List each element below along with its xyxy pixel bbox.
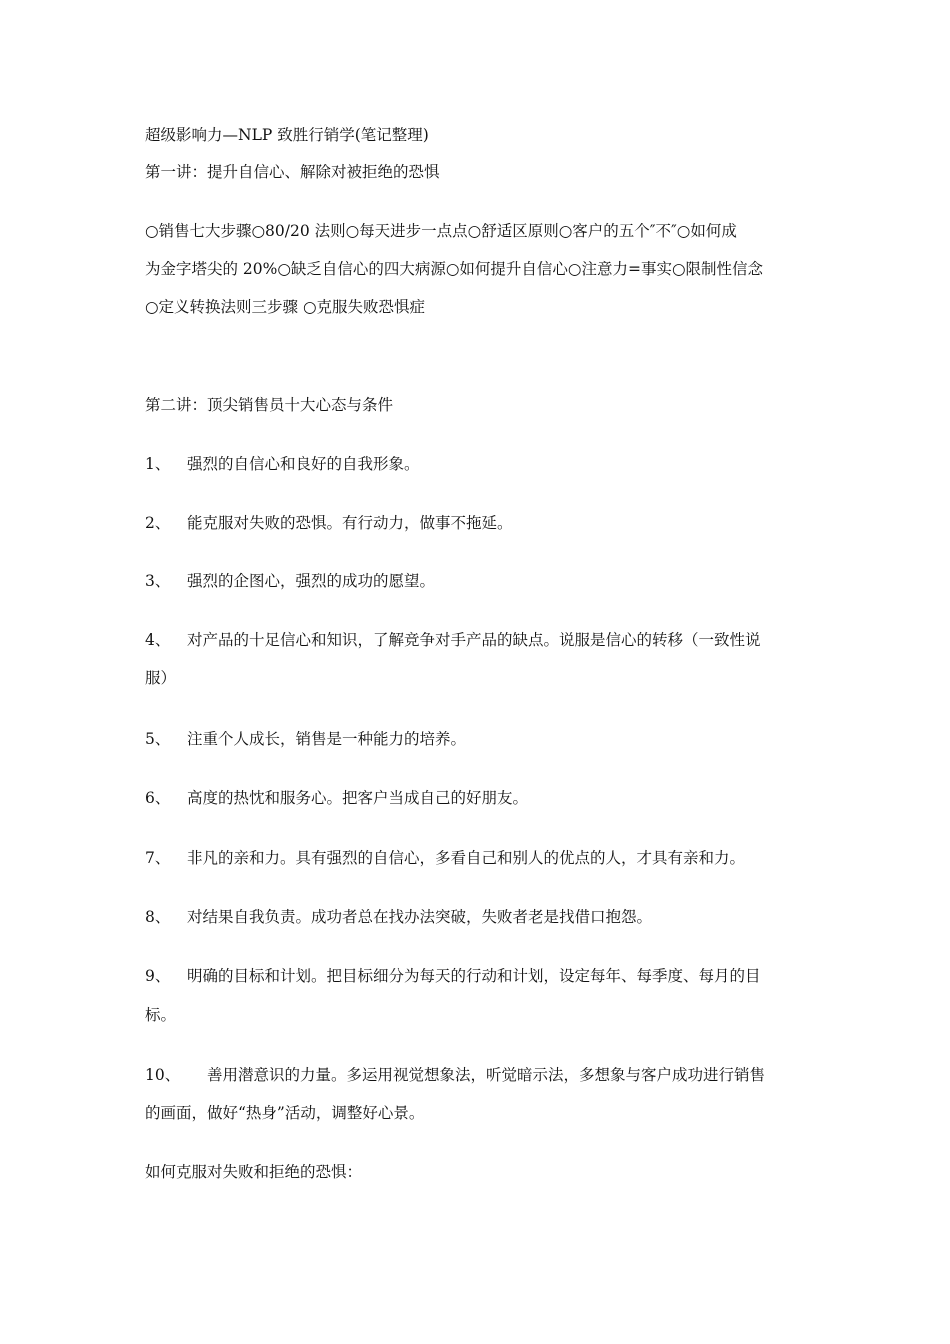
list-item-text: 高度的热忱和服务心。把客户当成自己的好朋友。 <box>187 789 529 807</box>
lecture-1-topics-line-2: 为金字塔尖的 20%○缺乏自信心的四大病源○如何提升自信心○注意力=事实○限制性信念 <box>145 260 763 278</box>
list-item <box>145 788 810 808</box>
list-item <box>145 513 810 533</box>
list-item-number: 3、 <box>145 572 171 590</box>
lecture-1-topics-line-3: ○定义转换法则三步骤 ○克服失败恐惧症 <box>145 298 425 316</box>
list-item-number: 4、 <box>145 631 171 649</box>
list-item-text: 善用潜意识的力量。多运用视觉想象法，听觉暗示法，多想象与客户成功进行销售 <box>207 1066 766 1084</box>
list-item <box>145 848 810 868</box>
lecture-1-heading: 第一讲：提升自信心、解除对被拒绝的恐惧 <box>145 163 440 181</box>
lecture-2-heading: 第二讲：顶尖销售员十大心态与条件 <box>145 396 394 414</box>
list-item-text: 强烈的企图心，强烈的成功的愿望。 <box>187 572 436 590</box>
list-item-number: 2、 <box>145 514 171 532</box>
list-item-text: 对结果自我负责。成功者总在找办法突破，失败者老是找借口抱怨。 <box>187 908 653 926</box>
document-title: 超级影响力—NLP 致胜行销学(笔记整理) <box>145 126 429 144</box>
list-item <box>145 571 810 591</box>
list-item <box>145 454 810 474</box>
list-item-number: 1、 <box>145 455 171 473</box>
list-item <box>145 729 810 749</box>
closing-heading: 如何克服对失败和拒绝的恐惧： <box>145 1163 363 1181</box>
list-item-continuation: 的画面，做好“热身”活动，调整好心景。 <box>145 1104 425 1122</box>
list-item <box>145 966 810 986</box>
list-item-number: 10、 <box>145 1066 181 1084</box>
list-item-number: 8、 <box>145 908 171 926</box>
list-item-number: 7、 <box>145 849 171 867</box>
list-item-number: 6、 <box>145 789 171 807</box>
list-item-text: 能克服对失败的恐惧。有行动力，做事不拖延。 <box>187 514 513 532</box>
list-item-text: 明确的目标和计划。把目标细分为每天的行动和计划，设定每年、每季度、每月的目 <box>187 967 761 985</box>
list-item-text: 强烈的自信心和良好的自我形象。 <box>187 455 420 473</box>
list-item-text: 注重个人成长，销售是一种能力的培养。 <box>187 730 467 748</box>
list-item-number: 9、 <box>145 967 171 985</box>
list-item-number: 5、 <box>145 730 171 748</box>
lecture-1-topics-line-1: ○销售七大步骤○80/20 法则○每天进步一点点○舒适区原则○客户的五个″不″○如何成 <box>145 222 737 240</box>
list-item-text: 非凡的亲和力。具有强烈的自信心，多看自己和别人的优点的人，才具有亲和力。 <box>187 849 746 867</box>
list-item-continuation: 服） <box>145 669 177 687</box>
list-item-text: 对产品的十足信心和知识，了解竞争对手产品的缺点。说服是信心的转移（一致性说 <box>187 631 761 649</box>
list-item <box>145 630 810 650</box>
list-item <box>145 907 810 927</box>
list-item <box>145 1065 810 1085</box>
list-item-continuation: 标。 <box>145 1006 177 1024</box>
